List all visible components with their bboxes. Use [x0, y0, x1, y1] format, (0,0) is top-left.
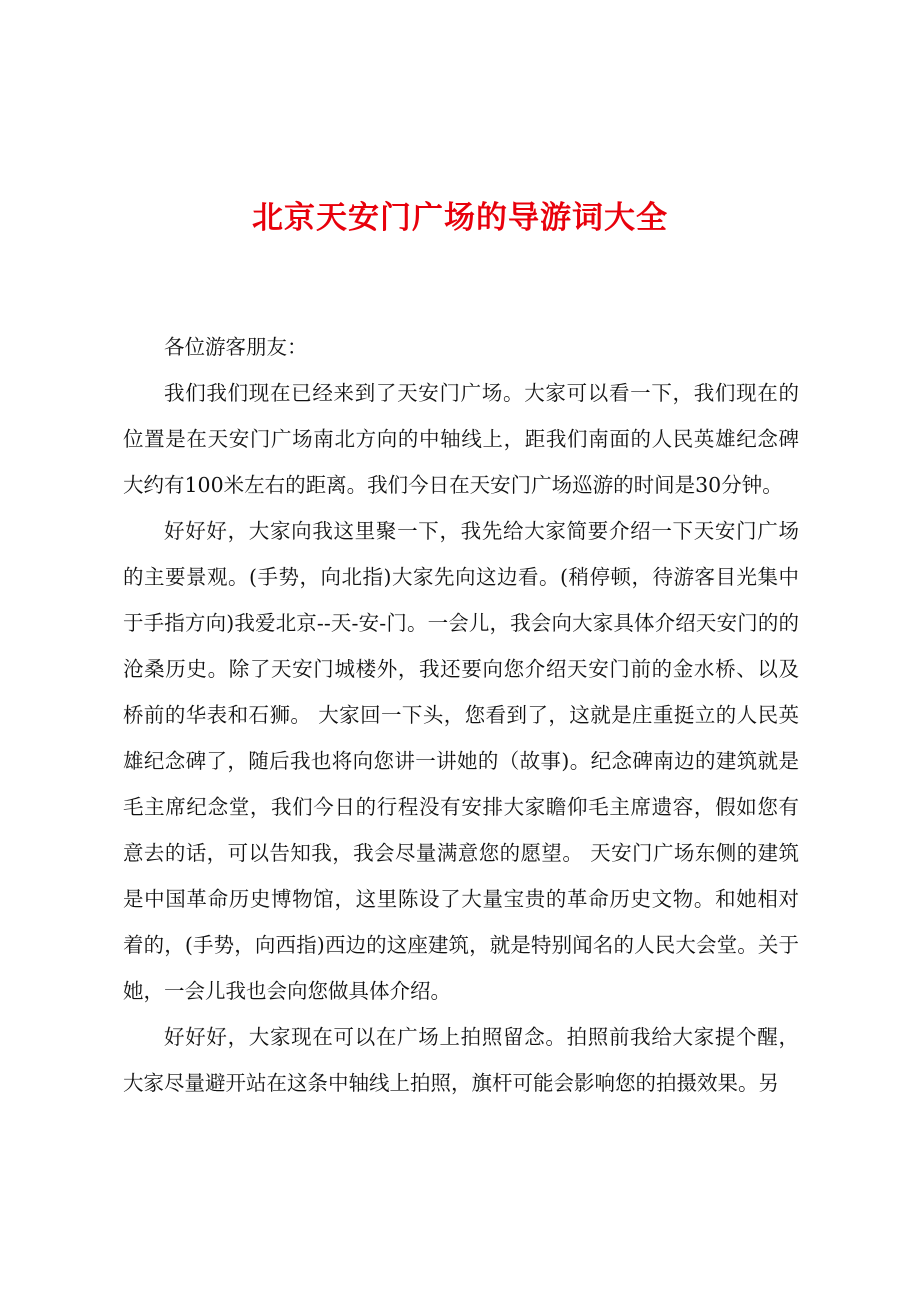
body-paragraph: 我们我们现在已经来到了天安门广场。大家可以看一下，我们现在的位置是在天安门广场南北方向的中轴线上，距我们南面的人民英雄纪念碑大约有100米左右的距离。我们今日在天安门广场巡游的时间是30分钟。 — [123, 381, 799, 497]
body-paragraph: 好好好，大家现在可以在广场上拍照留念。拍照前我给大家提个醒，大家尽量避开站在这条中轴线上拍照，旗杆可能会影响您的拍摄效果。另 — [123, 1025, 799, 1095]
greeting-paragraph: 各位游客朋友： — [164, 335, 308, 359]
document-body — [123, 324, 799, 1106]
body-paragraph: 好好好，大家向我这里聚一下，我先给大家简要介绍一下天安门广场的主要景观。(手势，向北指)大家先向这边看。(稍停顿，待游客目光集中于手指方向)我爱北京--天-安-门。一会儿，我会向大家具体介绍天安门的的沧桑历史。除了天安门城楼外，我还要向您介绍天安门前的金水桥、以及桥前的华表和石狮。 大家回一下头，您看到了，这就是庄重挺立的人民英雄纪念碑了，随后我也将向您讲一讲她的（故事)。纪念碑南边的建筑就是毛主席纪念堂，我们今日的行程没有安排大家瞻仰毛主席遗容，假如您有意去的话，可以告知我，我会尽量满意您的愿望。 天安门广场东侧的建筑是中国革命历史博物馆，这里陈设了大量宝贵的革命历史文物。和她相对着的，(手势，向西指)西边的这座建筑，就是特别闻名的人民大会堂。关于她，一会儿我也会向您做具体介绍。 — [123, 519, 799, 1003]
document-title: 北京天安门广场的导游词大全 — [252, 200, 668, 236]
